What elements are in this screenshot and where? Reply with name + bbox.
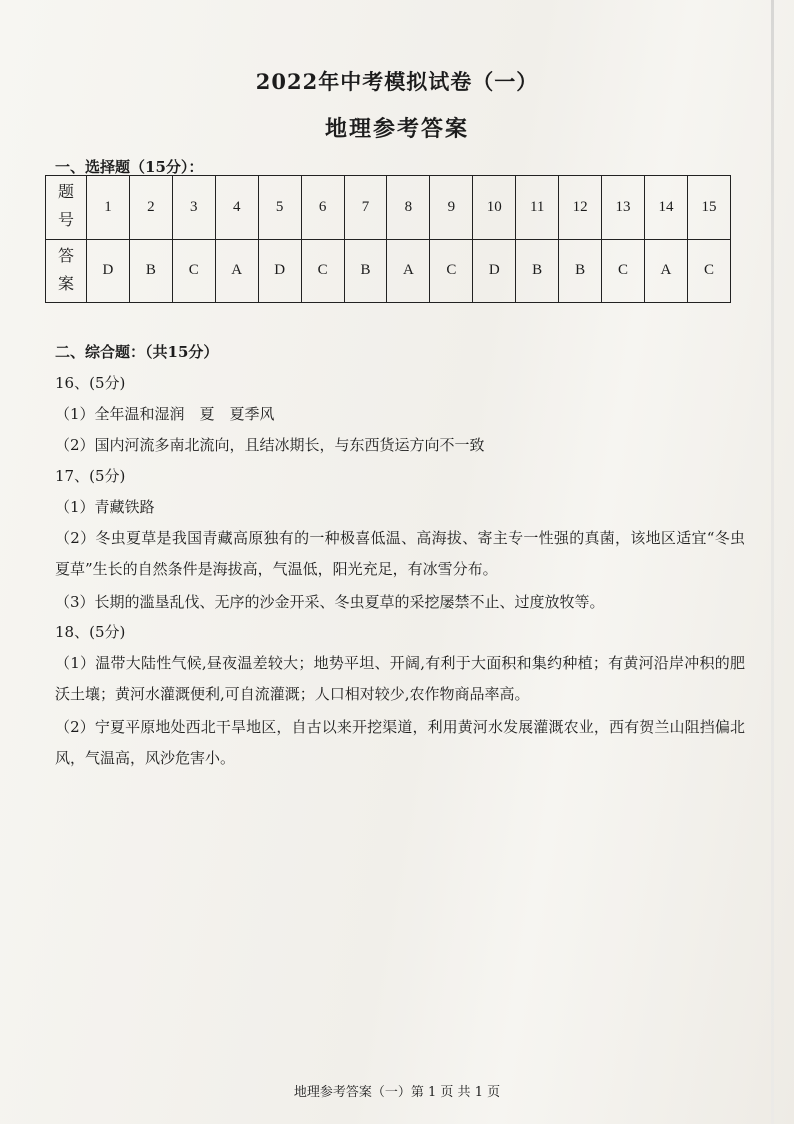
q18-label: 18、(5分) bbox=[55, 623, 126, 641]
answer-cell: B bbox=[559, 239, 602, 303]
question-number: 6 bbox=[301, 176, 344, 240]
question-number: 12 bbox=[559, 176, 602, 240]
question-number: 13 bbox=[602, 176, 645, 240]
answer-cell: A bbox=[387, 239, 430, 303]
answer-cell: D bbox=[473, 239, 516, 303]
question-number: 3 bbox=[172, 176, 215, 240]
row-label-answer: 答 案 bbox=[46, 239, 87, 303]
q16-answer-1: （1）全年温和湿润 夏 夏季风 bbox=[55, 405, 275, 423]
q16-label: 16、(5分) bbox=[55, 374, 126, 392]
question-number: 1 bbox=[87, 176, 130, 240]
q17-answer-2: （2）冬虫夏草是我国青藏高原独有的一种极喜低温、高海拔、寄主专一性强的真菌，该地区适宜“冬虫夏草”生长的自然条件是海拔高，气温低，阳光充足，有冰雪分布。 bbox=[55, 529, 745, 578]
answer-cell: B bbox=[516, 239, 559, 303]
question-number: 10 bbox=[473, 176, 516, 240]
section1-heading: 一、选择题（15分）： bbox=[55, 158, 204, 176]
q18-answer-2: （2）宁夏平原地处西北干旱地区，自古以来开挖渠道，利用黄河水发展灌溉农业，西有贺兰山阻挡偏北风，气温高，风沙危害小。 bbox=[55, 718, 745, 767]
q17-answer-3: （3）长期的滥垦乱伐、无序的沙金开采、冬虫夏草的采挖屡禁不止、过度放牧等。 bbox=[55, 593, 605, 611]
q16-answer-2: （2）国内河流多南北流向，且结冰期长，与东西货运方向不一致 bbox=[55, 436, 485, 454]
answer-cell: C bbox=[430, 239, 473, 303]
paper-crease bbox=[771, 0, 774, 1124]
question-number: 2 bbox=[129, 176, 172, 240]
answer-cell: C bbox=[602, 239, 645, 303]
answer-cell: C bbox=[687, 239, 730, 303]
answer-cell: B bbox=[344, 239, 387, 303]
answer-cell: C bbox=[301, 239, 344, 303]
answer-row bbox=[46, 239, 731, 303]
q17-answer-1: （1）青藏铁路 bbox=[55, 498, 155, 516]
question-number: 9 bbox=[430, 176, 473, 240]
exam-title: 2022年中考模拟试卷（一） bbox=[255, 69, 539, 94]
section2-heading: 二、综合题：（共15分） bbox=[55, 343, 219, 361]
question-number-row bbox=[46, 176, 731, 240]
answer-cell: A bbox=[215, 239, 258, 303]
question-number: 11 bbox=[516, 176, 559, 240]
page-footer: 地理参考答案（一）第 1 页 共 1 页 bbox=[293, 1085, 501, 1100]
q18-answer-1: （1）温带大陆性气候,昼夜温差较大；地势平坦、开阔,有利于大面积和集约种植；有黄河沿岸冲积的肥沃土壤；黄河水灌溉便利,可自流灌溉；人口相对较少,农作物商品率高。 bbox=[55, 654, 745, 703]
question-number: 14 bbox=[644, 176, 687, 240]
answer-cell: A bbox=[644, 239, 687, 303]
question-number: 7 bbox=[344, 176, 387, 240]
q17-label: 17、(5分) bbox=[55, 467, 126, 485]
answer-cell: C bbox=[172, 239, 215, 303]
answer-cell: D bbox=[258, 239, 301, 303]
question-number: 15 bbox=[687, 176, 730, 240]
question-number: 4 bbox=[215, 176, 258, 240]
answer-cell: B bbox=[129, 239, 172, 303]
question-number: 5 bbox=[258, 176, 301, 240]
answer-key-title: 地理参考答案 bbox=[324, 116, 469, 142]
answer-table bbox=[45, 175, 731, 303]
row-label-number: 题 号 bbox=[46, 176, 87, 240]
answer-cell: D bbox=[87, 239, 130, 303]
question-number: 8 bbox=[387, 176, 430, 240]
